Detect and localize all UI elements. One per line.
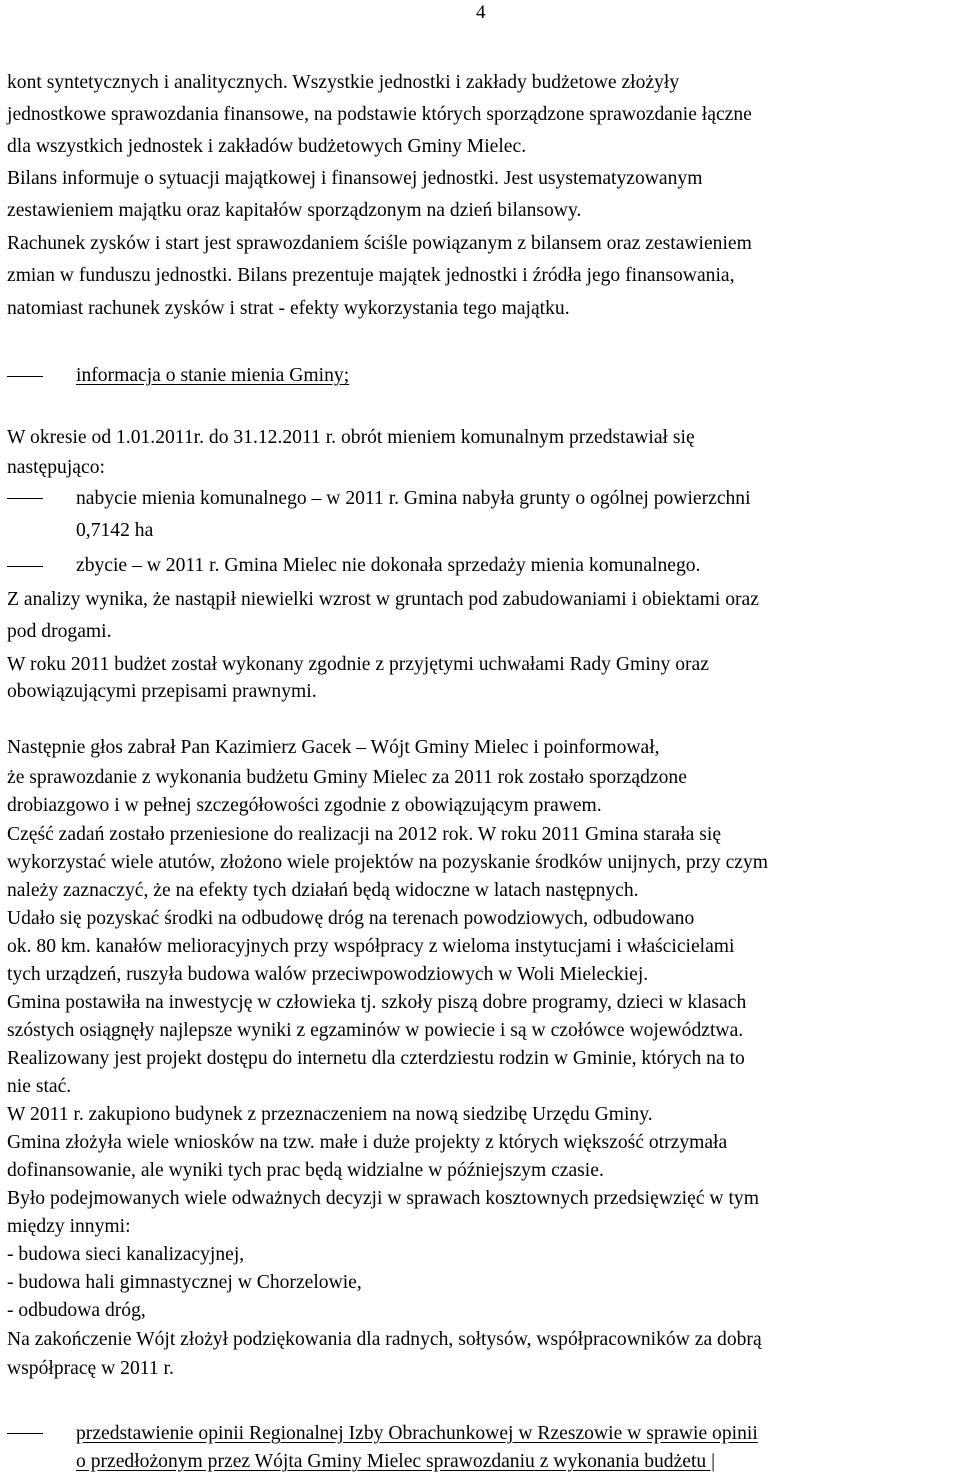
text-line: W roku 2011 budżet został wykonany zgodnie z przyjętymi uchwałami Rady Gminy oraz: [7, 654, 709, 675]
text-line: wykorzystać wiele atutów, złożono wiele projektów na pozyskanie środków unijnych, przy czym: [7, 852, 769, 873]
text-line: Gmina złożyła wiele wniosków na tzw. małe i duże projekty z których większość otrzymała: [7, 1132, 728, 1153]
text-line: Część zadań zostało przeniesione do realizacji na 2012 rok. W roku 2011 Gmina starała się: [7, 824, 722, 845]
text-line: Na zakończenie Wójt złożył podziękowania dla radnych, sołtysów, współpracowników za dobrą: [7, 1329, 762, 1350]
text-line: dofinansowanie, ale wyniki tych prac będą widzialne w późniejszym czasie.: [7, 1160, 604, 1181]
text-line: Realizowany jest projekt dostępu do internetu dla czterdziestu rodzin w Gminie, których na to: [7, 1048, 745, 1069]
text-line: W okresie od 1.01.2011r. do 31.12.2011 r. obrót mieniem komunalnym przedstawiał się: [7, 427, 695, 448]
dash-bullet: [7, 498, 43, 499]
text-line: - budowa hali gimnastycznej w Chorzelowie,: [7, 1272, 362, 1293]
list-item-text: zbycie – w 2011 r. Gmina Mielec nie dokonała sprzedaży mienia komunalnego.: [76, 555, 701, 576]
text-line: nie stać.: [7, 1076, 72, 1097]
text-line: ok. 80 km. kanałów melioracyjnych przy współpracy z wieloma instytucjami i właścicielami: [7, 936, 735, 957]
text-line: Udało się pozyskać środki na odbudowę dróg na terenach powodziowych, odbudowano: [7, 908, 695, 929]
text-line: jednostkowe sprawozdania finansowe, na podstawie których sporządzone sprawozdanie łączne: [7, 104, 752, 125]
section-heading: informacja o stanie mienia Gminy;: [76, 365, 350, 386]
text-line: między innymi:: [7, 1216, 131, 1237]
list-item-text: o przedłożonym przez Wójta Gminy Mielec sprawozdaniu z wykonania budżetu |: [76, 1451, 716, 1472]
text-line: Gmina postawiła na inwestycję w człowieka tj. szkoły piszą dobre programy, dzieci w klasach: [7, 992, 747, 1013]
text-line: - budowa sieci kanalizacyjnej,: [7, 1244, 245, 1265]
text-line: zmian w funduszu jednostki. Bilans prezentuje majątek jednostki i źródła jego finansowania,: [7, 265, 735, 286]
text-line: że sprawozdanie z wykonania budżetu Gminy Mielec za 2011 rok zostało sporządzone: [7, 767, 687, 788]
text-line: Bilans informuje o sytuacji majątkowej i finansowej jednostki. Jest usystematyzowanym: [7, 168, 703, 189]
text-line: natomiast rachunek zysków i strat - efekty wykorzystania tego majątku.: [7, 298, 570, 319]
text-line: szóstych osiągnęły najlepsze wyniki z egzaminów w powiecie i są w czołówce województwa.: [7, 1020, 744, 1041]
list-item-text: 0,7142 ha: [76, 520, 154, 541]
dash-bullet: [7, 1433, 43, 1434]
text-line: - odbudowa dróg,: [7, 1300, 146, 1321]
dash-bullet: [7, 566, 43, 567]
text-line: współpracę w 2011 r.: [7, 1358, 174, 1379]
text-line: obowiązującymi przepisami prawnymi.: [7, 681, 317, 702]
text-line: należy zaznaczyć, że na efekty tych działań będą widoczne w latach następnych.: [7, 880, 639, 901]
text-line: drobiazgowo i w pełnej szczegółowości zgodnie z obowiązującym prawem.: [7, 795, 602, 816]
text-line: zestawieniem majątku oraz kapitałów sporządzonym na dzień bilansowy.: [7, 200, 582, 221]
text-line: kont syntetycznych i analitycznych. Wszystkie jednostki i zakłady budżetowe złożyły: [7, 72, 680, 93]
list-item-text: nabycie mienia komunalnego – w 2011 r. Gmina nabyła grunty o ogólnej powierzchni: [76, 488, 751, 509]
text-line: dla wszystkich jednostek i zakładów budżetowych Gminy Mielec.: [7, 136, 527, 157]
list-item-text: przedstawienie opinii Regionalnej Izby Obrachunkowej w Rzeszowie w sprawie opinii: [76, 1423, 758, 1444]
text-line: Było podejmowanych wiele odważnych decyzji w sprawach kosztownych przedsięwzięć w tym: [7, 1188, 759, 1209]
text-line: Rachunek zysków i start jest sprawozdaniem ściśle powiązanym z bilansem oraz zestawieniem: [7, 233, 752, 254]
dash-bullet: [7, 376, 43, 377]
text-line: pod drogami.: [7, 621, 112, 642]
text-line: Z analizy wynika, że nastąpił niewielki wzrost w gruntach pod zabudowaniami i obiektami oraz: [7, 589, 759, 610]
page-number: 4: [476, 2, 486, 23]
text-line: następująco:: [7, 457, 105, 478]
text-line: tych urządzeń, ruszyła budowa walów przeciwpowodziowych w Woli Mieleckiej.: [7, 964, 649, 985]
text-line: Następnie głos zabrał Pan Kazimierz Gacek – Wójt Gminy Mielec i poinformował,: [7, 737, 660, 758]
text-line: W 2011 r. zakupiono budynek z przeznaczeniem na nową siedzibę Urzędu Gminy.: [7, 1104, 653, 1125]
